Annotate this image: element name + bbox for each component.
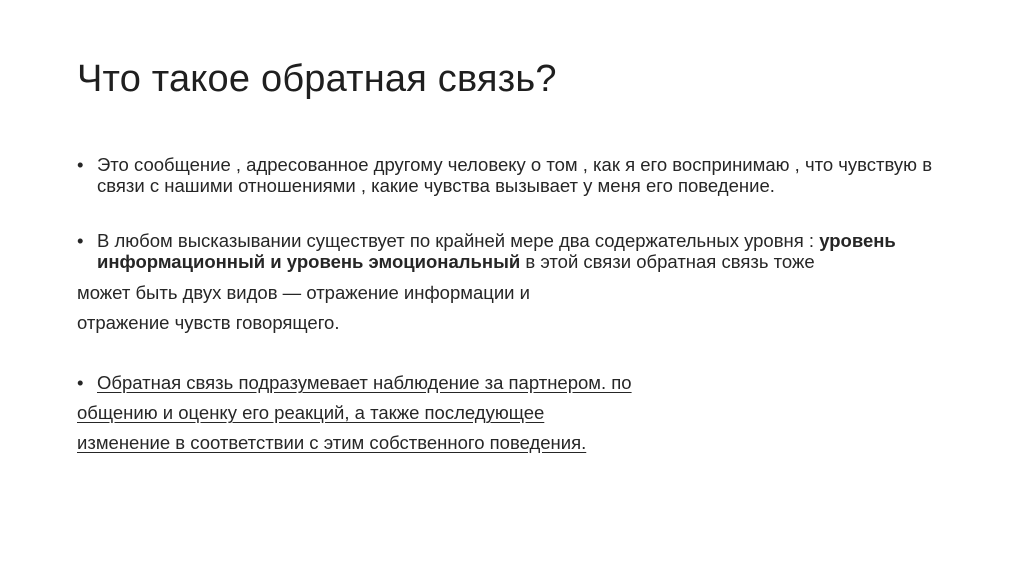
bullet-item-3: [77, 368, 957, 398]
bullet-item-2: [77, 230, 957, 272]
bullet-dot: •: [77, 230, 84, 251]
bullet-item-1: [77, 154, 957, 196]
bullet-text-3: Обратная связь подразумевает наблюдение за партнером. по: [97, 372, 632, 393]
paragraph-line-1: может быть двух видов — отражение информации и: [77, 282, 530, 303]
bullet-text-1: Это сообщение , адресованное другому человеку о том , как я его воспринимаю , что чувствую в связи с нашими отношениями , какие чувства вызывает у меня его поведение.: [97, 154, 933, 196]
slide-content: [77, 154, 957, 458]
bullet-dot: •: [77, 372, 84, 393]
bullet-dot: •: [77, 154, 84, 175]
bullet-text-2-end: в этой связи обратная связь тоже: [520, 251, 815, 272]
underlined-line-1: общению и оценку его реакций, а также последующее: [77, 402, 545, 423]
paragraph-line-2: отражение чувств говорящего.: [77, 312, 340, 333]
underlined-line-2: изменение в соответствии с этим собственного поведения.: [77, 432, 587, 453]
slide-title: Что такое обратная связь?: [77, 58, 557, 100]
bullet-text-2-start: В любом высказывании существует по крайней мере два содержательных уровня :: [97, 230, 820, 251]
bullet-text-2-bold: уровень информационный и уровень эмоциональный: [97, 230, 896, 272]
